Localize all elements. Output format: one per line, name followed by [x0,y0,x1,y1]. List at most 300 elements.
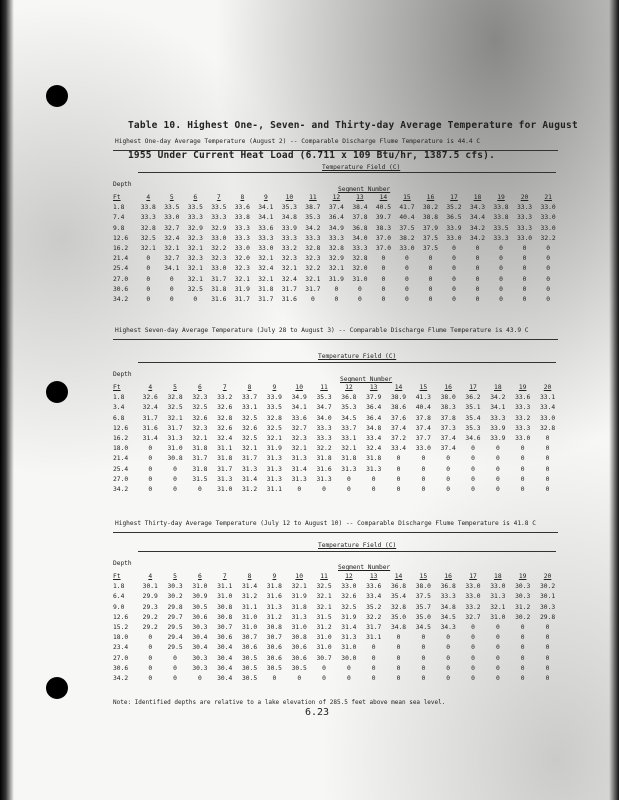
temperature-cell: 32.6 [217,404,233,412]
temperature-cell: 34.6 [465,435,481,443]
temperature-cell: 38.0 [415,583,431,591]
segment-header: 16 [426,194,435,201]
temperature-cell: 38.3 [375,224,392,232]
temperature-cell: 30.4 [217,644,233,652]
temperature-cell: 29.3 [142,603,158,611]
temperature-cell: 0 [334,296,339,304]
temperature-cell: 32.2 [211,245,227,253]
temperature-cell: 0 [520,624,525,632]
temperature-cell: 33.0 [164,214,180,222]
temperature-cell: 31.7 [281,285,297,293]
temperature-cell: 0 [405,285,409,293]
temperature-cell: 0 [475,296,480,304]
depth-cell: 15.2 [113,624,129,632]
section-1-segment-number-label: Segment Number [338,186,391,193]
temperature-cell: 0 [169,296,174,304]
temperature-cell: 33.9 [490,435,506,443]
temperature-cell: 31.6 [316,465,332,473]
temperature-cell: 35.3 [281,204,297,212]
temperature-cell: 34.3 [469,204,486,212]
temperature-cell: 33.4 [390,445,407,453]
segment-header: 9 [272,573,277,580]
temperature-cell: 30.2 [539,583,556,591]
temperature-cell: 33.0 [415,445,431,453]
segment-header: 18 [494,573,502,580]
temperature-cell: 35.3 [305,214,321,222]
header-row [113,572,560,582]
temperature-cell: 31.1 [266,486,282,494]
segment-header: 15 [419,384,428,391]
temperature-cell: 34.0 [316,414,332,422]
temperature-cell: 0 [405,275,409,283]
temperature-cell: 0 [522,245,527,253]
temperature-cell: 34.2 [469,224,486,232]
depth-cell: 25.4 [113,265,129,273]
temperature-cell: 37.8 [352,214,368,222]
temperature-cell: 33.3 [516,214,533,222]
temperature-cell: 37.5 [422,245,439,253]
temperature-cell: 0 [428,265,433,273]
temperature-cell: 31.2 [515,603,531,611]
page-number: 6.23 [305,707,330,718]
temperature-cell: 31.3 [266,603,282,611]
temperature-cell: 37.4 [328,204,344,212]
temperature-cell: 33.0 [490,583,506,591]
depth-cell: 16.2 [113,435,129,443]
temperature-cell: 31.7 [258,296,274,304]
segment-header: 9 [272,384,277,391]
section-2-rule [113,339,558,340]
segment-header: 6 [198,573,202,580]
temperature-cell: 0 [148,644,153,652]
temperature-cell: 31.0 [167,445,183,453]
temperature-cell: 31.4 [241,475,258,483]
temperature-cell: 31.0 [217,486,233,494]
temperature-cell: 31.8 [258,285,274,293]
temperature-cell: 0 [499,245,503,253]
temperature-cell: 0 [371,654,376,662]
segment-header: 20 [520,194,529,201]
depth-cell: 3.4 [113,404,125,412]
temperature-cell: 32.2 [366,613,382,621]
table-row [113,444,560,454]
segment-header: 16 [444,384,452,391]
temperature-cell: 31.6 [142,424,158,432]
segment-header: 18 [473,194,482,201]
section-2-heading: Highest Seven-day Average Temperature (July 28 to August 3) -- Comparable Discharge Flume Temperature is 43.9 C [115,327,529,334]
temperature-cell: 38.3 [440,404,456,412]
temperature-cell: 0 [148,664,153,672]
temperature-cell: 0 [421,455,426,463]
table-row [113,465,560,475]
temperature-cell: 36.5 [446,214,462,222]
temperature-cell: 37.4 [390,424,407,432]
temperature-cell: 31.1 [366,634,382,642]
temperature-cell: 37.0 [375,234,392,242]
section-1-rule [113,150,558,151]
temperature-cell: 32.7 [164,255,180,263]
temperature-cell: 33.3 [493,234,509,242]
section-2-depth-label: Depth [113,371,132,378]
temperature-cell: 32.1 [291,445,307,453]
temperature-cell: 0 [522,265,527,273]
temperature-cell: 31.9 [234,285,250,293]
temperature-cell: 31.8 [316,455,332,463]
temperature-cell: 30.6 [291,644,307,652]
temperature-cell: 40.5 [375,204,392,212]
temperature-cell: 33.7 [341,424,357,432]
segment-header: 9 [263,194,268,201]
temperature-cell: 33.3 [187,214,203,222]
section-3-depth-label: Depth [113,560,132,567]
temperature-cell: 0 [169,285,174,293]
table-row [113,203,560,213]
temperature-cell: 0 [148,445,153,453]
temperature-cell: 0 [396,475,401,483]
segment-header: 12 [345,573,353,580]
temperature-cell: 0 [148,465,153,473]
temperature-cell: 0 [396,654,401,662]
table-row [113,613,560,623]
temperature-cell: 32.1 [241,445,258,453]
temperature-cell: 30.3 [192,654,208,662]
temperature-cell: 0 [148,634,153,642]
section-1-depth-label: Depth [113,181,132,188]
temperature-cell: 33.6 [258,224,274,232]
temperature-cell: 30.5 [241,675,258,683]
temperature-cell: 34.7 [316,404,332,412]
temperature-cell: 0 [475,245,480,253]
temperature-cell: 38.8 [422,214,439,222]
temperature-cell: 31.3 [341,465,357,473]
temperature-cell: 35.3 [465,424,481,432]
depth-cell: 1.8 [113,204,125,212]
temperature-cell: 33.3 [440,593,456,601]
depth-cell: 1.8 [113,583,125,591]
temperature-cell: 35.0 [415,613,431,621]
depth-cell: 34.2 [113,296,129,304]
temperature-cell: 0 [322,486,326,494]
temperature-cell: 0 [428,255,433,263]
segment-header: 6 [193,194,198,201]
temperature-cell: 31.3 [217,475,233,483]
temperature-cell: 32.1 [281,265,297,273]
temperature-cell: 32.4 [164,234,180,242]
temperature-cell: 31.9 [266,445,282,453]
temperature-cell: 31.0 [241,624,258,632]
temperature-cell: 33.5 [164,204,180,212]
temperature-cell: 0 [396,486,401,494]
temperature-cell: 32.3 [192,424,208,432]
temperature-cell: 32.5 [167,404,183,412]
temperature-cell: 0 [193,296,198,304]
temperature-cell: 0 [173,654,177,662]
segment-header: 12 [332,194,341,201]
temperature-cell: 32.1 [258,255,274,263]
temperature-cell: 0 [446,634,451,642]
section-1-temperature-field-label: Temperature Field (C) [322,164,401,171]
temperature-cell: 34.3 [440,624,456,632]
temperature-cell: 32.5 [140,234,156,242]
section-3-temperature-table [113,572,560,684]
temperature-cell: 0 [421,486,426,494]
temperature-cell: 0 [446,675,451,683]
temperature-cell: 31.9 [291,593,307,601]
temperature-cell: 0 [475,285,480,293]
temperature-cell: 32.3 [305,255,321,263]
temperature-cell: 0 [310,296,315,304]
temperature-cell: 35.2 [446,204,462,212]
temperature-cell: 31.8 [291,603,307,611]
temperature-cell: 0 [545,435,550,443]
segment-header: 8 [247,384,252,391]
temperature-cell: 33.3 [281,234,297,242]
temperature-cell: 32.7 [291,424,307,432]
temperature-cell: 0 [546,296,551,304]
temperature-cell: 0 [520,465,525,473]
temperature-cell: 31.8 [266,583,282,591]
temperature-cell: 32.8 [539,424,556,432]
temperature-cell: 31.0 [490,613,506,621]
table-row [113,592,560,602]
temperature-cell: 0 [396,644,401,652]
temperature-cell: 0 [545,455,550,463]
temperature-cell: 38.9 [390,394,407,402]
temperature-cell: 0 [520,654,525,662]
temperature-cell: 0 [405,265,409,273]
temperature-cell: 34.9 [291,394,307,402]
temperature-cell: 33.0 [258,245,274,253]
temperature-cell: 0 [446,654,451,662]
temperature-cell: 31.3 [266,465,282,473]
segment-header: 10 [285,194,294,201]
temperature-cell: 0 [545,465,550,473]
temperature-cell: 33.3 [328,234,344,242]
temperature-cell: 0 [495,486,500,494]
temperature-cell: 33.6 [515,394,531,402]
depth-cell: 27.0 [113,654,129,662]
temperature-cell: 31.3 [266,455,282,463]
temperature-cell: 0 [148,675,153,683]
temperature-cell: 35.7 [415,603,431,611]
temperature-cell: 31.4 [142,435,158,443]
temperature-cell: 31.0 [192,583,208,591]
temperature-cell: 0 [471,654,475,662]
temperature-cell: 33.0 [465,583,481,591]
temperature-cell: 0 [545,654,550,662]
temperature-cell: 33.0 [515,435,531,443]
temperature-cell: 37.3 [440,424,456,432]
temperature-cell: 37.8 [415,414,431,422]
temperature-cell: 31.7 [217,465,233,473]
temperature-cell: 37.2 [390,435,407,443]
temperature-cell: 31.7 [192,455,208,463]
temperature-cell: 0 [471,634,475,642]
temperature-cell: 0 [198,675,202,683]
temperature-cell: 32.8 [328,245,344,253]
temperature-cell: 35.3 [316,394,332,402]
temperature-cell: 33.3 [515,404,531,412]
segment-header: 10 [295,384,303,391]
temperature-cell: 0 [297,675,302,683]
temperature-cell: 0 [146,255,151,263]
temperature-cell: 0 [545,445,550,453]
temperature-cell: 0 [421,654,426,662]
temperature-cell: 0 [546,275,551,283]
segment-header: 6 [198,384,202,391]
temperature-cell: 31.3 [241,465,258,473]
temperature-cell: 29.8 [167,603,183,611]
temperature-cell: 32.1 [234,275,250,283]
temperature-cell: 0 [520,664,525,672]
temperature-cell: 29.7 [167,613,183,621]
segment-header: 7 [216,194,221,201]
section-1-temperature-table [113,193,560,305]
temperature-cell: 33.4 [539,404,556,412]
temperature-cell: 32.6 [217,424,233,432]
segment-header: 5 [173,384,177,391]
segment-header: 11 [320,573,328,580]
temperature-cell: 37.4 [415,424,431,432]
temperature-cell: 36.4 [366,414,382,422]
depth-cell: 25.4 [113,465,129,473]
temperature-cell: 33.4 [366,435,382,443]
temperature-cell: 0 [471,644,475,652]
temperature-cell: 32.1 [187,275,203,283]
depth-note: Note: Identified depths are relative to a lake elevation of 285.5 feet above mean sea level. [113,699,446,706]
segment-header: 8 [240,194,245,201]
temperature-cell: 31.8 [366,455,382,463]
temperature-cell: 41.3 [415,394,431,402]
temperature-cell: 0 [520,675,525,683]
temperature-cell: 32.3 [291,435,307,443]
temperature-cell: 33.3 [234,224,250,232]
table-row [113,623,560,633]
temperature-cell: 32.5 [316,583,332,591]
segment-header: 13 [369,384,378,391]
temperature-cell: 32.4 [142,404,158,412]
temperature-cell: 32.6 [241,424,258,432]
temperature-cell: 31.3 [266,475,282,483]
segment-header: 11 [320,384,328,391]
depth-ft-header: Ft [113,573,121,580]
temperature-cell: 29.9 [142,593,158,601]
temperature-cell: 30.3 [539,603,556,611]
temperature-cell: 31.4 [241,583,258,591]
temperature-cell: 32.5 [266,424,282,432]
temperature-cell: 0 [346,486,351,494]
temperature-cell: 30.5 [241,654,258,662]
table-row [113,633,560,643]
temperature-cell: 34.1 [258,214,274,222]
temperature-cell: 33.8 [234,214,250,222]
temperature-cell: 33.0 [540,204,556,212]
temperature-cell: 41.7 [399,204,415,212]
temperature-cell: 33.0 [399,245,415,253]
temperature-cell: 0 [146,296,151,304]
temperature-cell: 33.6 [291,414,307,422]
segment-header: 19 [518,384,527,391]
temperature-cell: 32.7 [164,224,180,232]
temperature-cell: 30.7 [241,634,258,642]
segment-header: 7 [222,384,227,391]
header-row [113,193,560,203]
temperature-cell: 30.1 [142,583,158,591]
temperature-cell: 31.2 [241,486,258,494]
temperature-cell: 0 [446,475,451,483]
temperature-cell: 31.0 [352,275,368,283]
temperature-cell: 32.8 [266,414,282,422]
temperature-cell: 0 [499,265,503,273]
temperature-cell: 33.3 [234,234,250,242]
temperature-cell: 0 [405,296,409,304]
temperature-cell: 32.8 [167,394,183,402]
segment-header: 13 [356,194,364,201]
temperature-cell: 33.4 [366,593,382,601]
temperature-cell: 31.8 [217,455,233,463]
temperature-cell: 30.1 [539,593,556,601]
temperature-cell: 38.0 [440,394,456,402]
temperature-cell: 32.3 [211,255,227,263]
temperature-cell: 30.3 [515,583,531,591]
section-1-field-rule [138,172,556,173]
temperature-cell: 32.2 [305,265,321,273]
temperature-cell: 32.1 [316,603,332,611]
temperature-cell: 0 [495,654,500,662]
temperature-cell: 32.1 [192,435,208,443]
temperature-cell: 32.3 [187,234,203,242]
section-3-heading: Highest Thirty-day Average Temperature (July 12 to August 10) -- Comparable Discharge Flume Temperature is 41.8 C [115,520,536,527]
table-row [113,224,560,234]
temperature-cell: 32.1 [167,414,183,422]
temperature-cell: 31.3 [316,475,332,483]
temperature-cell: 33.0 [540,214,556,222]
temperature-cell: 32.3 [281,255,297,263]
temperature-cell: 0 [520,644,525,652]
temperature-cell: 0 [381,255,386,263]
temperature-cell: 32.2 [316,445,332,453]
temperature-cell: 32.8 [390,603,407,611]
segment-header: 13 [369,573,378,580]
temperature-cell: 31.5 [192,475,208,483]
temperature-cell: 30.5 [192,603,208,611]
temperature-cell: 0 [428,285,433,293]
temperature-cell: 31.3 [366,465,382,473]
temperature-cell: 30.6 [241,644,258,652]
section-2-field-rule [138,362,556,363]
temperature-cell: 30.2 [167,593,183,601]
temperature-cell: 0 [520,455,525,463]
temperature-cell: 35.4 [390,593,407,601]
temperature-cell: 33.9 [266,394,282,402]
temperature-cell: 0 [173,465,177,473]
temperature-cell: 32.5 [241,435,258,443]
temperature-cell: 32.5 [192,404,208,412]
temperature-cell: 33.1 [341,435,357,443]
temperature-cell: 30.7 [316,654,332,662]
temperature-cell: 30.3 [167,583,183,591]
temperature-cell: 33.2 [515,414,531,422]
temperature-cell: 0 [322,664,326,672]
temperature-cell: 0 [545,644,550,652]
temperature-cell: 0 [396,664,401,672]
temperature-cell: 33.3 [516,224,533,232]
table-row [113,285,560,295]
temperature-cell: 0 [428,275,433,283]
temperature-cell: 0 [546,285,551,293]
temperature-cell: 36.8 [440,583,456,591]
temperature-cell: 0 [396,465,401,473]
